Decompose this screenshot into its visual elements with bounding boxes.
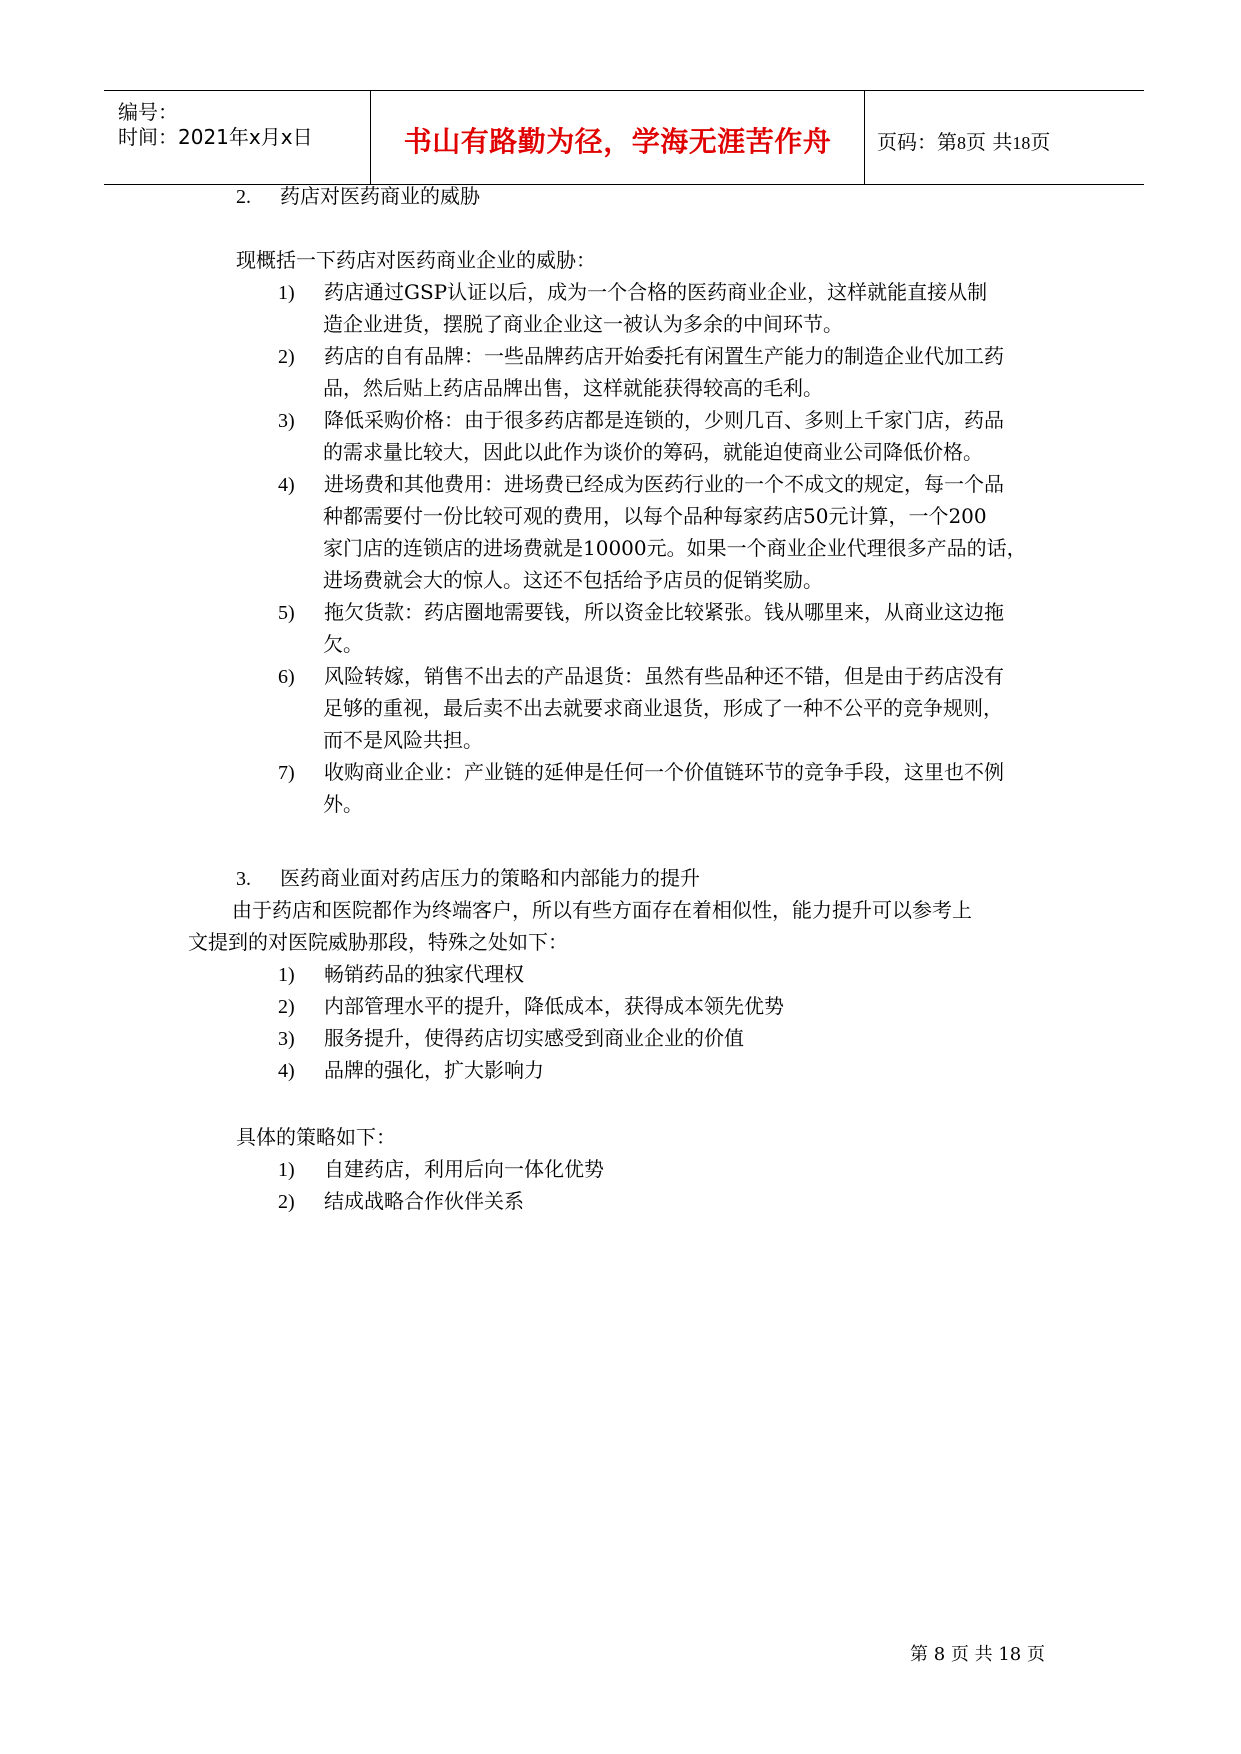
list-item <box>278 1054 544 1087</box>
header-left-cell <box>104 91 371 184</box>
header-motto-cell <box>371 91 865 184</box>
date-label: 时间：2021年x月x日 <box>118 125 313 149</box>
list-item-number: 2) <box>278 346 295 368</box>
list-item <box>278 1022 744 1055</box>
list-item-number: 6) <box>278 666 295 688</box>
list-item-continuation: 造企业进货，摆脱了商业企业这一被认为多余的中间环节。 <box>323 312 843 336</box>
list-item-text: 收购商业企业：产业链的延伸是任何一个价值链环节的竞争手段，这里也不例 <box>324 760 1004 784</box>
page-total: 18 <box>1012 133 1031 153</box>
list-item-text: 自建药店，利用后向一体化优势 <box>324 1157 604 1181</box>
list-item-text: 结成战略合作伙伴关系 <box>324 1189 524 1213</box>
list-item <box>278 596 1004 629</box>
list-item-text: 畅销药品的独家代理权 <box>324 962 524 986</box>
list-item <box>278 756 1004 789</box>
list-item-continuation: 品，然后贴上药店品牌出售，这样就能获得较高的毛利。 <box>323 376 823 400</box>
page-indicator <box>877 126 1050 155</box>
list-item <box>278 958 524 991</box>
page-number: 8 <box>957 133 966 153</box>
list-item-text: 药店通过GSP认证以后，成为一个合格的医药商业企业，这样就能直接从制 <box>324 280 988 304</box>
list-item <box>278 1185 524 1218</box>
section-3-intro-line-2: 文提到的对医院威胁那段，特殊之处如下： <box>188 930 568 954</box>
page-suffix: 页 <box>1030 130 1051 154</box>
section-title: 药店对医药商业的威胁 <box>280 184 480 208</box>
list-item-text: 降低采购价格：由于很多药店都是连锁的，少则几百、多则上千家门店，药品 <box>324 408 1004 432</box>
list-item <box>278 276 987 309</box>
list-item-text: 进场费和其他费用：进场费已经成为医药行业的一个不成文的规定，每一个品 <box>324 472 1004 496</box>
list-item-text: 服务提升，使得药店切实感受到商业企业的价值 <box>324 1026 744 1050</box>
list-item-number: 1) <box>278 1159 295 1181</box>
section-number: 3. <box>236 868 251 890</box>
list-item-number: 3) <box>278 410 295 432</box>
list-item-text: 内部管理水平的提升，降低成本，获得成本领先优势 <box>324 994 784 1018</box>
list-item-number: 4) <box>278 474 295 496</box>
page-mid: 页 共 <box>966 130 1013 154</box>
list-item-continuation: 足够的重视，最后卖不出去就要求商业退货，形成了一种不公平的竞争规则， <box>323 696 1003 720</box>
list-item-text: 药店的自有品牌：一些品牌药店开始委托有闲置生产能力的制造企业代加工药 <box>324 344 1004 368</box>
motto: 书山有路勤为径，学海无涯苦作舟 <box>403 125 832 158</box>
page-footer: 第 8 页 共 18 页 <box>910 1644 1045 1665</box>
section-2-heading <box>236 180 480 213</box>
strategy-intro: 具体的策略如下： <box>236 1125 396 1149</box>
list-item-continuation: 欠。 <box>323 632 363 656</box>
section-2-intro: 现概括一下药店对医药商业企业的威胁： <box>236 248 596 272</box>
section-number: 2. <box>236 186 251 208</box>
list-item-text: 风险转嫁，销售不出去的产品退货：虽然有些品种还不错，但是由于药店没有 <box>324 664 1004 688</box>
list-item <box>278 660 1004 693</box>
serial-label: 编号： <box>118 100 178 124</box>
header-page-cell <box>865 91 1144 184</box>
list-item <box>278 468 1004 501</box>
list-item-number: 1) <box>278 964 295 986</box>
page-prefix: 页码：第 <box>877 130 957 154</box>
section-3-intro-line-1: 由于药店和医院都作为终端客户，所以有些方面存在着相似性，能力提升可以参考上 <box>232 898 972 922</box>
list-item-number: 2) <box>278 1191 295 1213</box>
list-item-number: 4) <box>278 1060 295 1082</box>
list-item-continuation: 外。 <box>323 792 363 816</box>
page-header <box>104 90 1144 185</box>
list-item-number: 7) <box>278 762 295 784</box>
list-item-continuation: 进场费就会大的惊人。这还不包括给予店员的促销奖励。 <box>323 568 823 592</box>
list-item-number: 3) <box>278 1028 295 1050</box>
list-item-continuation: 的需求量比较大，因此以此作为谈价的筹码，就能迫使商业公司降低价格。 <box>323 440 983 464</box>
list-item-continuation: 种都需要付一份比较可观的费用，以每个品种每家药店50元计算，一个200 <box>323 504 987 528</box>
section-3-heading <box>236 862 700 895</box>
list-item-text: 品牌的强化，扩大影响力 <box>324 1058 544 1082</box>
section-title: 医药商业面对药店压力的策略和内部能力的提升 <box>280 866 700 890</box>
list-item-text: 拖欠货款：药店圈地需要钱，所以资金比较紧张。钱从哪里来，从商业这边拖 <box>324 600 1004 624</box>
list-item <box>278 340 1004 373</box>
list-item <box>278 1153 604 1186</box>
list-item <box>278 404 1004 437</box>
list-item-continuation: 而不是风险共担。 <box>323 728 483 752</box>
list-item-number: 5) <box>278 602 295 624</box>
list-item-number: 1) <box>278 282 295 304</box>
list-item-number: 2) <box>278 996 295 1018</box>
list-item <box>278 990 784 1023</box>
list-item-continuation: 家门店的连锁店的进场费就是10000元。如果一个商业企业代理很多产品的话， <box>323 536 1027 560</box>
